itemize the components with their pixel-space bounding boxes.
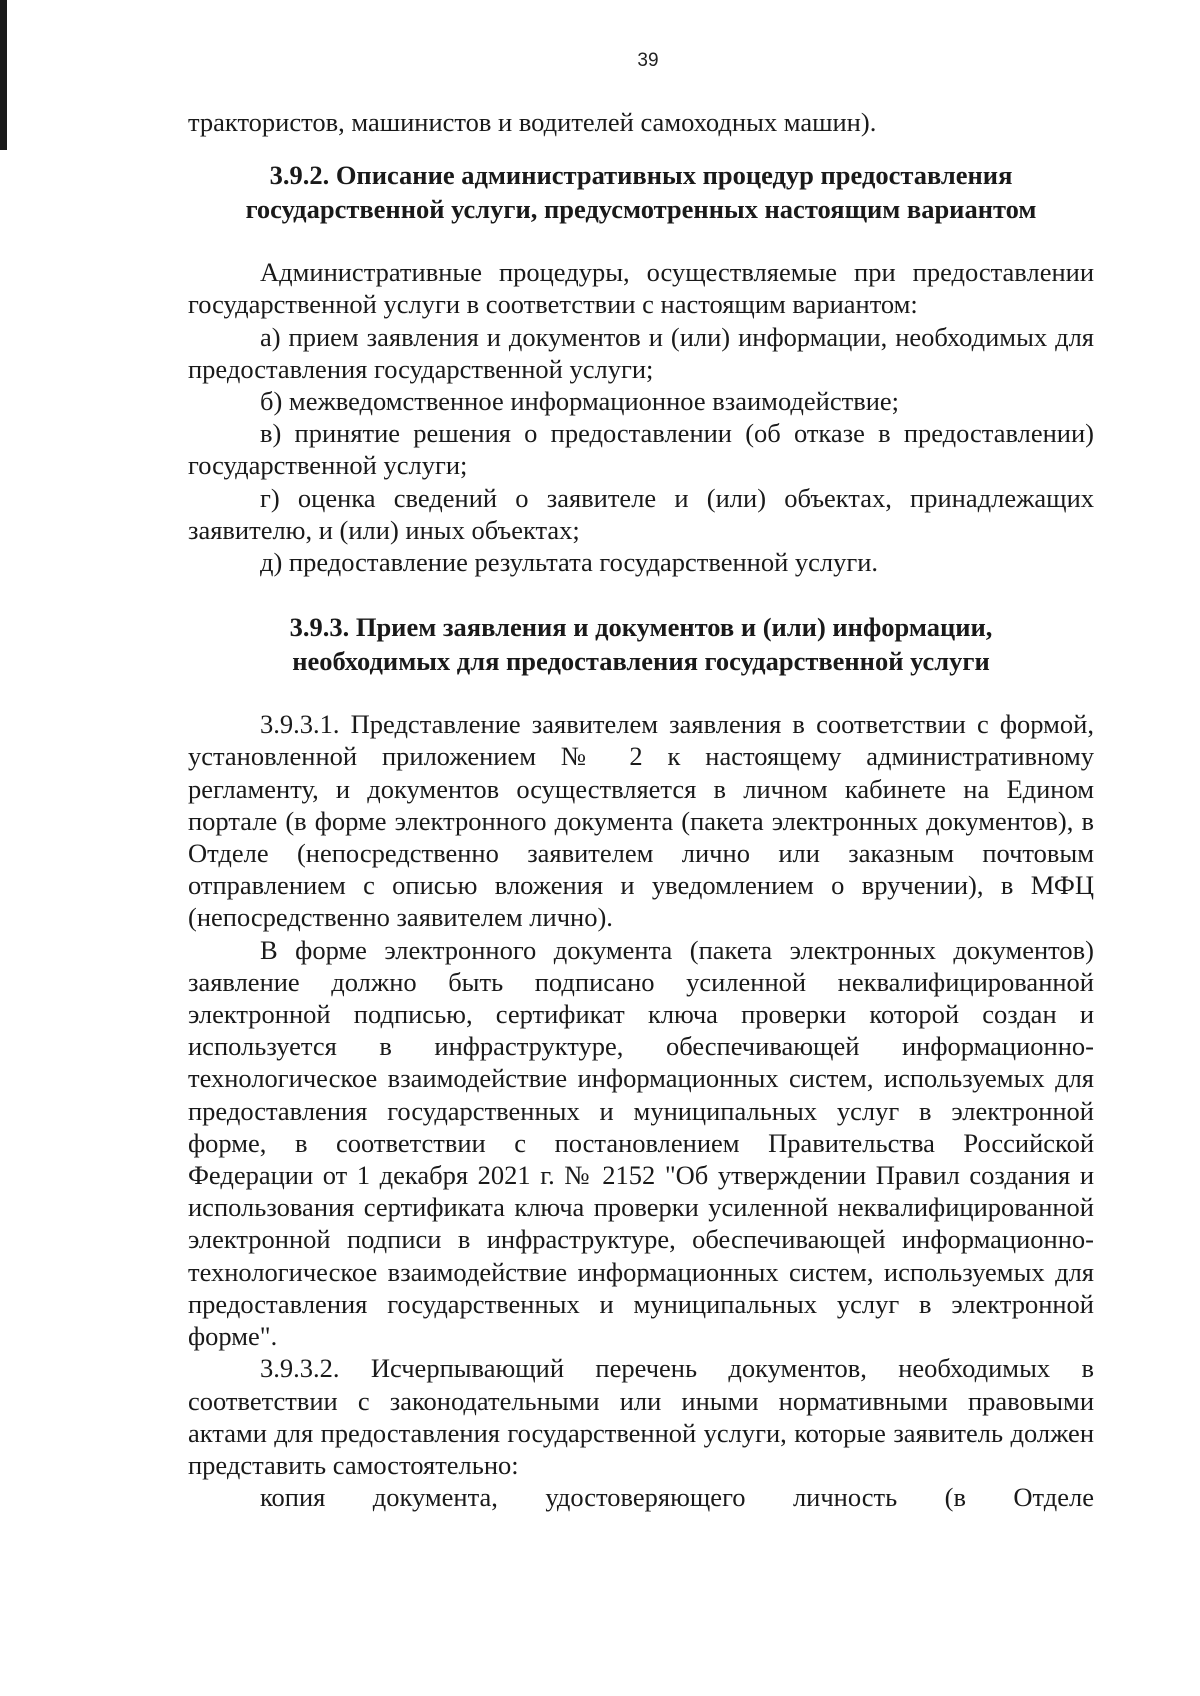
procedure-item-a: а) прием заявления и документов и (или) информации, необходимых для предоставления государственной услуги; [188,321,1094,384]
heading-line: 3.9.2. Описание административных процедур предоставления [269,160,1013,191]
heading-line: необходимых для предоставления государственной услуги [292,646,990,677]
paragraph-3-9-3-2: 3.9.3.2. Исчерпывающий перечень документов, необходимых в соответствии с законодательными или иными нормативными правовыми актами для предоставления государственной услуги, которые заявитель должен представить самостоятельно: [188,1353,1094,1480]
scan-edge-mark [0,0,7,150]
procedure-item-d: д) предоставление результата государственной услуги. [260,547,879,578]
heading-line: государственной услуги, предусмотренных настоящим вариантом [245,194,1037,225]
paragraph-document-copy: копия документа, удостоверяющего личность (в Отделе [260,1482,1094,1513]
paragraph-electronic-signature: В форме электронного документа (пакета электронных документов) заявление должно быть подписано усиленной неквалифицированной электронной подписью, сертификат ключа проверки которой создан и используется в инфраструктуре, обеспечивающей информационно-технологическое взаимодействие информационных систем, используемых для предоставления государственных и муниципальных услуг в электронной форме, в соответствии с постановлением Правительства Российской Федерации от 1 декабря 2021 г. № 2152 "Об утверждении Правил создания и использования сертификата ключа проверки усиленной неквалифицированной электронной подписи в инфраструктуре, обеспечивающей информационно-технологическое взаимодействие информационных систем, используемых для предоставления государственных и муниципальных услуг в электронной форме". [188,934,1094,1352]
heading-line: 3.9.3. Прием заявления и документов и (или) информации, [289,612,993,643]
continuation-paragraph: трактористов, машинистов и водителей самоходных машин). [188,107,877,137]
procedures-intro: Административные процедуры, осуществляемые при предоставлении государственной услуги в соответствии с настоящим вариантом: [188,257,1094,320]
procedure-item-b: б) межведомственное информационное взаимодействие; [260,386,900,417]
paragraph-3-9-3-1: 3.9.3.1. Представление заявителем заявления в соответствии с формой, установленной приложением № 2 к настоящему административному регламенту, и документов осуществляется в личном кабинете на Едином портале (в форме электронного документа (пакета электронных документов), в Отделе (непосредственно заявителем лично или заказным почтовым отправлением с описью вложения и уведомлением о вручении), в МФЦ (непосредственно заявителем лично). [188,709,1094,933]
document-body [188,106,1094,1513]
section-heading-3-9-2 [188,158,1094,226]
page-number: 39 [637,50,659,71]
section-heading-3-9-3 [188,610,1094,678]
procedure-item-g: г) оценка сведений о заявителе и (или) объектах, принадлежащих заявителю, и (или) иных объектах; [188,482,1094,545]
procedure-item-v: в) принятие решения о предоставлении (об отказе в предоставлении) государственной услуги; [188,418,1094,481]
